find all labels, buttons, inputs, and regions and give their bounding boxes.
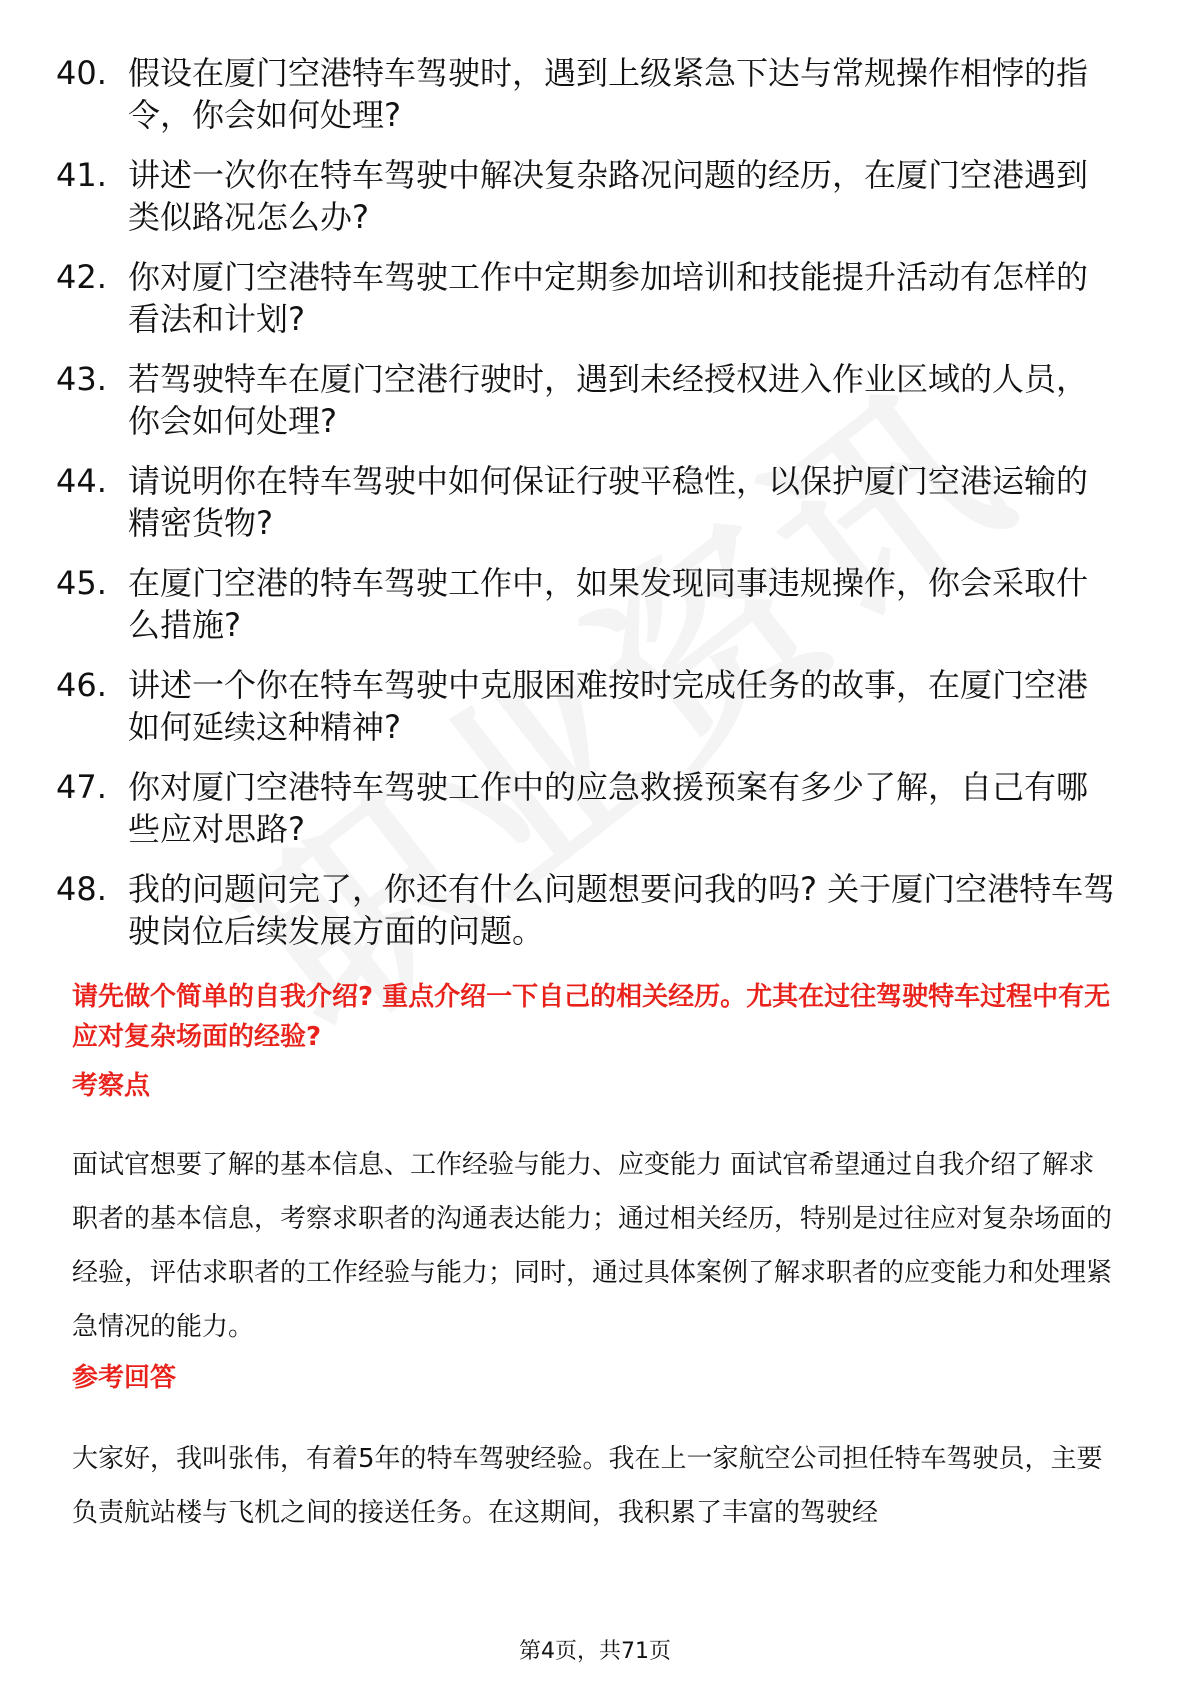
question-number: 47.: [56, 768, 107, 806]
highlight-question: 请先做个简单的自我介绍? 重点介绍一下自己的相关经历。尤其在过往驾驶特车过程中有无应对复杂场面的经验?: [72, 982, 1111, 1052]
question-number: 48.: [56, 870, 107, 908]
page-footer: 第4页，共71页: [519, 1639, 671, 1664]
list-item: [56, 52, 1116, 136]
question-number: 44.: [56, 462, 107, 500]
question-number: 46.: [56, 666, 107, 704]
question-number: 42.: [56, 258, 107, 296]
question-text: 讲述一次你在特车驾驶中解决复杂路况问题的经历，在厦门空港遇到类似路况怎么办?: [128, 156, 1089, 236]
list-item: [56, 256, 1116, 340]
question-text: 你对厦门空港特车驾驶工作中定期参加培训和技能提升活动有怎样的看法和计划?: [128, 258, 1089, 338]
inspection-paragraph: 面试官想要了解的基本信息、工作经验与能力、应变能力 面试官希望通过自我介绍了解求职者的基本信息，考察求职者的沟通表达能力；通过相关经历，特别是过往应对复杂场面的经验，评估求职者的工作经验与能力；同时，通过具体案例了解求职者的应变能力和处理紧急情况的能力。: [72, 1150, 1113, 1342]
list-item: [56, 766, 1116, 850]
list-item: [56, 460, 1116, 544]
question-text: 假设在厦门空港特车驾驶时，遇到上级紧急下达与常规操作相悖的指令，你会如何处理?: [128, 54, 1089, 134]
question-number: 41.: [56, 156, 107, 194]
question-number: 45.: [56, 564, 107, 602]
question-text: 在厦门空港的特车驾驶工作中，如果发现同事违规操作，你会采取什么措施?: [128, 564, 1089, 644]
question-text: 若驾驶特车在厦门空港行驶时，遇到未经授权进入作业区域的人员，你会如何处理?: [128, 360, 1089, 440]
list-item: [56, 358, 1116, 442]
list-item: [56, 154, 1116, 238]
question-text: 讲述一个你在特车驾驶中克服困难按时完成任务的故事，在厦门空港如何延续这种精神?: [128, 666, 1089, 746]
list-item: [56, 562, 1116, 646]
question-number: 40.: [56, 54, 107, 92]
question-list: [56, 52, 1116, 970]
question-number: 43.: [56, 360, 107, 398]
question-text: 我的问题问完了，你还有什么问题想要问我的吗? 关于厦门空港特车驾驶岗位后续发展方面的问题。: [128, 870, 1116, 950]
question-text: 你对厦门空港特车驾驶工作中的应急救援预案有多少了解，自己有哪些应对思路?: [128, 768, 1089, 848]
answer-paragraph: 大家好，我叫张伟，有着5年的特车驾驶经验。我在上一家航空公司担任特车驾驶员，主要负责航站楼与飞机之间的接送任务。在这期间，我积累了丰富的驾驶经: [72, 1444, 1103, 1528]
question-text: 请说明你在特车驾驶中如何保证行驶平稳性，以保护厦门空港运输的精密货物?: [128, 462, 1089, 542]
answer-heading: 参考回答: [72, 1363, 177, 1393]
list-item: [56, 868, 1116, 952]
inspection-heading: 考察点: [72, 1071, 151, 1101]
list-item: [56, 664, 1116, 748]
